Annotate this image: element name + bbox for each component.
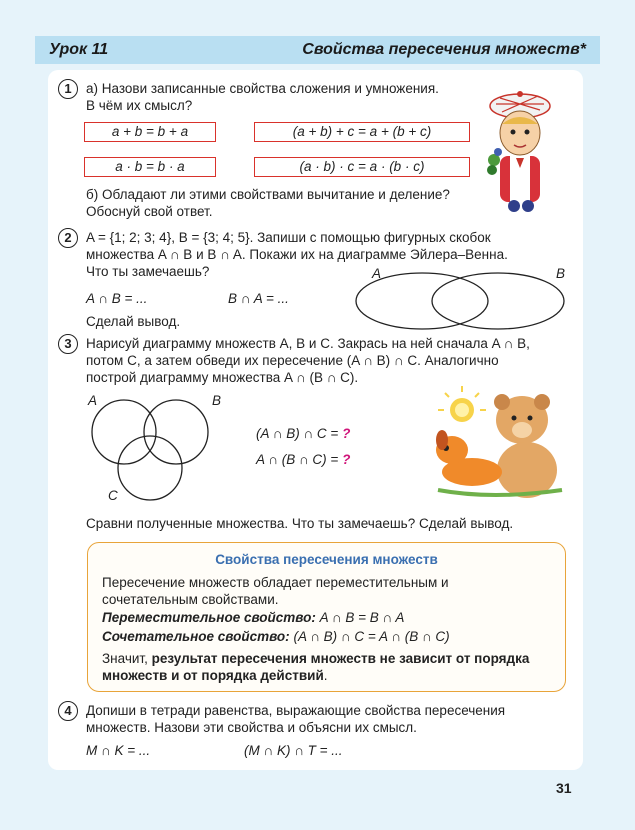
task-2-ab: A ∩ B = ...: [86, 291, 148, 306]
task-1-text-a2: В чём их смысл?: [86, 98, 193, 113]
task-4-number: 4: [58, 701, 78, 721]
lesson-header: [35, 36, 600, 64]
rule-commutative-label: Переместительное свойство:: [102, 610, 316, 625]
rule-conclusion-end: .: [323, 668, 328, 683]
boy-illustration: [480, 88, 560, 218]
rule-associative: [102, 628, 450, 646]
task-2-text-2: множества A ∩ B и B ∩ A. Покажи их на диаграмме Эйлера–Венна.: [86, 247, 508, 262]
rule-text-1: Пересечение множеств обладает переместительным и: [102, 575, 449, 590]
rule-title: Свойства пересечения множеств: [215, 552, 438, 567]
task-4-expr-2: (M ∩ K) ∩ T = ...: [244, 743, 343, 758]
task-2-ba: B ∩ A = ...: [228, 291, 289, 306]
task-1-text-b1: б) Обладают ли этими свойствами вычитание и деление?: [86, 187, 450, 202]
task-3-expr-1-text: (A ∩ B) ∩ C =: [256, 426, 339, 441]
rule-commutative-formula: A ∩ B = B ∩ A: [319, 610, 405, 625]
task-4-expr-1: M ∩ K = ...: [86, 743, 151, 758]
task-2-conclusion: Сделай вывод.: [86, 314, 181, 329]
task-1-number: 1: [58, 79, 78, 99]
task-3-expr-1: [256, 425, 350, 443]
rule-box: [87, 542, 566, 692]
formula-box-mul-commutative: a · b = b · a: [84, 157, 216, 177]
lesson-title: Свойства пересечения множеств*: [302, 41, 586, 58]
bear-and-dog-illustration: [432, 390, 567, 500]
venn2-label-a: A: [372, 266, 382, 281]
formula-box-add-commutative: a + b = b + a: [84, 122, 216, 142]
task-1-text-a1: а) Назови записанные свойства сложения и умножения.: [86, 81, 439, 96]
task-3-text-1: Нарисуй диаграмму множеств A, B и C. Закрась на ней сначала A ∩ B,: [86, 336, 530, 351]
rule-conclusion-bold-2: множеств и от порядка действий: [102, 668, 324, 683]
question-mark: ?: [342, 452, 351, 467]
rule-conclusion-start: Значит,: [102, 651, 148, 666]
venn2-label-b: B: [556, 266, 566, 281]
task-3-expr-2: [256, 451, 350, 469]
task-3-expr-2-text: A ∩ (B ∩ C) =: [256, 452, 339, 467]
venn-diagram-two-sets: [350, 265, 570, 345]
rule-commutative: [102, 609, 404, 627]
task-3-text-3: построй диаграмму множества A ∩ (B ∩ C).: [86, 370, 359, 385]
task-4-text-2: множеств. Назови эти свойства и объясни их смысл.: [86, 720, 417, 735]
task-3-number: 3: [58, 334, 78, 354]
task-2-text-1: A = {1; 2; 3; 4}, B = {3; 4; 5}. Запиши с помощью фигурных скобок: [86, 230, 491, 245]
venn3-label-c: C: [108, 488, 118, 503]
task-1-text-b2: Обоснуй свой ответ.: [86, 204, 213, 219]
task-2-number: 2: [58, 228, 78, 248]
page-number: 31: [556, 780, 572, 796]
venn3-label-a: A: [88, 393, 98, 408]
rule-associative-formula: (A ∩ B) ∩ C = A ∩ (B ∩ C): [293, 629, 450, 644]
rule-conclusion-bold-1: результат пересечения множеств не зависит от порядка: [151, 651, 530, 666]
formula-box-mul-associative: (a · b) · c = a · (b · c): [254, 157, 470, 177]
rule-associative-label: Сочетательное свойство:: [102, 629, 290, 644]
rule-conclusion-1: [102, 650, 529, 668]
task-4-text-1: Допиши в тетради равенства, выражающие свойства пересечения: [86, 703, 506, 718]
venn3-label-b: B: [212, 393, 222, 408]
task-3-compare: Сравни полученные множества. Что ты замечаешь? Сделай вывод.: [86, 516, 514, 531]
formula-box-add-associative: (a + b) + c = a + (b + c): [254, 122, 470, 142]
rule-conclusion-2: [102, 667, 328, 685]
task-3-text-2: потом C, а затем обведи их пересечение (A ∩ B) ∩ C. Аналогично: [86, 353, 499, 368]
task-2-text-3: Что ты замечаешь?: [86, 264, 210, 279]
rule-text-2: сочетательным свойствами.: [102, 592, 279, 607]
question-mark: ?: [342, 426, 351, 441]
lesson-number: Урок 11: [49, 41, 109, 58]
